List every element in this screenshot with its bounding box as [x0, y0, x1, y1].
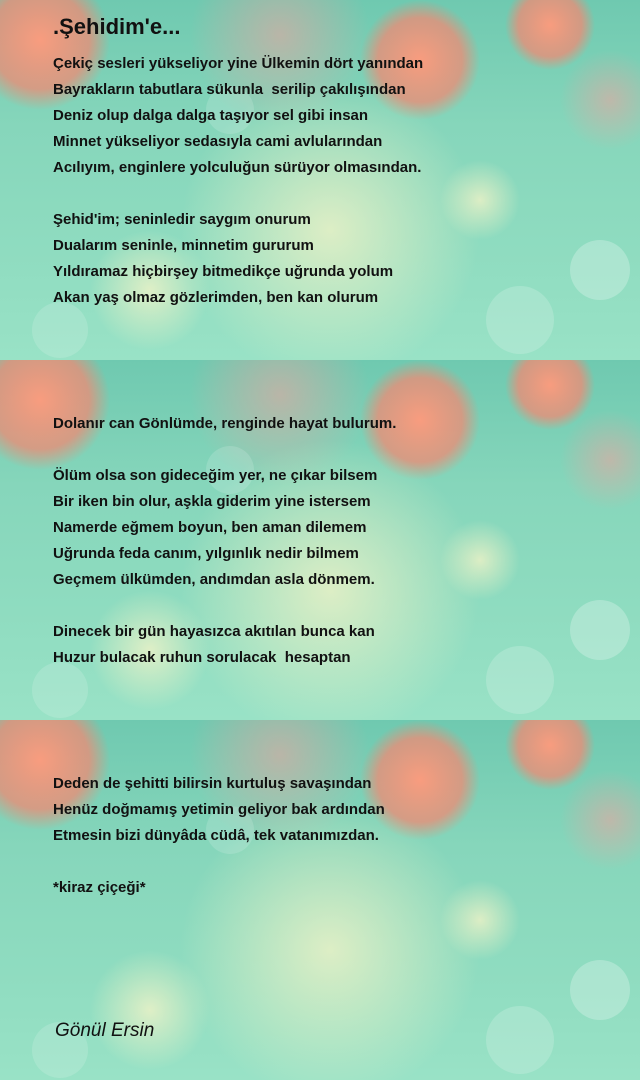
poem-stanza-block-1	[53, 51, 423, 311]
poem-line: Deniz olup dalga dalga taşıyor sel gibi insan	[53, 107, 369, 124]
poem-line: Acılıyım, enginlere yolculuğun sürüyor olmasından.	[53, 159, 422, 176]
poem-line: Namerde eğmem boyun, ben aman dilemem	[53, 519, 367, 536]
poem-line: Şehid'im; seninledir saygım onurum	[53, 211, 311, 228]
poem-line: Uğrunda feda canım, yılgınlık nedir bilmem	[53, 545, 359, 562]
poem-stanza-block-3	[53, 771, 385, 901]
poem-line: Minnet yükseliyor sedasıyla cami avlularından	[53, 133, 383, 150]
poem-line: Dolanır can Gönlümde, renginde hayat bulurum.	[53, 415, 397, 432]
poem-line	[53, 437, 396, 463]
poem-line: Dualarım seninle, minnetim gururum	[53, 237, 314, 254]
poem-line: Etmesin bizi dünyâda cüdâ, tek vatanımızdan.	[53, 827, 379, 844]
poem-line	[53, 849, 385, 875]
poem-line: Geçmem ülkümden, andımdan asla dönmem.	[53, 571, 375, 588]
poem-page-2	[0, 360, 640, 720]
poem-line: Huzur bulacak ruhun sorulacak hesaptan	[53, 649, 351, 666]
poem-line: Bayrakların tabutlara sükunla serilip çakılışından	[53, 81, 406, 98]
poem-line: Yıldıramaz hiçbirşey bitmedikçe uğrunda yolum	[53, 263, 394, 280]
poem-line	[53, 593, 396, 619]
poem-line: Deden de şehitti bilirsin kurtuluş savaşından	[53, 775, 372, 792]
poem-line: *kiraz çiçeği*	[53, 879, 146, 896]
poem-page-1	[0, 0, 640, 360]
poem-line: Ölüm olsa son gideceğim yer, ne çıkar bilsem	[53, 467, 378, 484]
poem-line: Henüz doğmamış yetimin geliyor bak ardından	[53, 801, 385, 818]
poem-line: Akan yaş olmaz gözlerimden, ben kan olurum	[53, 289, 379, 306]
poem-line: Çekiç sesleri yükseliyor yine Ülkemin dört yanından	[53, 55, 424, 72]
poem-line: Bir iken bin olur, aşkla giderim yine istersem	[53, 493, 371, 510]
poem-stanza-block-2	[53, 411, 396, 671]
poem-line	[53, 181, 423, 207]
poem-line: Dinecek bir gün hayasızca akıtılan bunca kan	[53, 623, 375, 640]
poem-title: .Şehidim'e...	[53, 14, 181, 39]
poem-author: Gönül Ersin	[55, 1020, 155, 1041]
